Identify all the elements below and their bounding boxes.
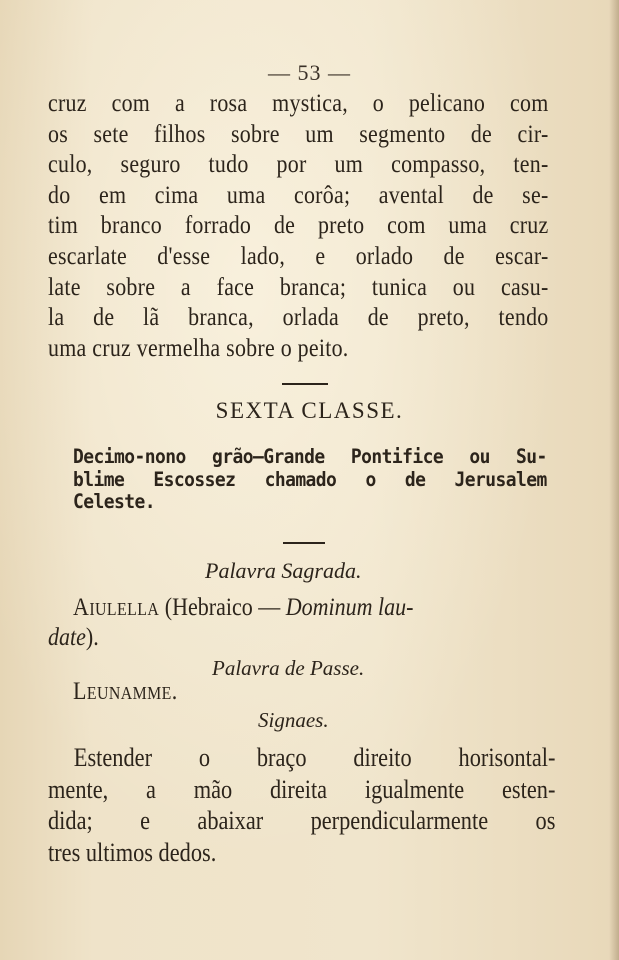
paragraph-regalia bbox=[48, 88, 549, 363]
gloss-latin-cont: date bbox=[48, 624, 86, 651]
text-line: Estender o braço direito horisontal- bbox=[73, 743, 556, 772]
divider-rule bbox=[283, 542, 325, 544]
text-line: blime Escossez chamado o de Jerusalem bbox=[73, 467, 547, 491]
page-edge-shadow bbox=[609, 0, 619, 960]
section-heading: SEXTA CLASSE. bbox=[215, 398, 404, 423]
text-line: tim branco forrado de preto com uma cruz bbox=[48, 210, 549, 240]
text-line: culo, seguro tudo por um compasso, ten- bbox=[48, 149, 549, 179]
text-line: do em cima uma corôa; avental de se- bbox=[48, 179, 549, 209]
text-line: cruz com a rosa mystica, o pelicano com bbox=[48, 88, 549, 117]
text-line: uma cruz vermelha sobre o peito. bbox=[48, 332, 349, 362]
text-line: tres ultimos dedos. bbox=[48, 837, 217, 867]
pass-word: Leunamme. bbox=[73, 678, 178, 705]
text-line: Celeste. bbox=[73, 490, 155, 513]
pass-word-heading: Palavra de Passe. bbox=[212, 656, 365, 680]
text-line: mente, a mão direita igualmente esten- bbox=[48, 774, 556, 804]
paragraph-signs bbox=[48, 742, 555, 868]
text-line: os sete filhos sobre um segmento de cir- bbox=[48, 118, 549, 148]
text-line: escarlate d'esse lado, e orlado de escar- bbox=[48, 240, 549, 270]
sacred-word-entry bbox=[73, 594, 566, 622]
sacred-word: Aiulella bbox=[73, 594, 160, 621]
gloss-suffix: ). bbox=[85, 624, 99, 651]
gloss-latin: Dominum lau- bbox=[285, 594, 414, 621]
sacred-word-entry-cont bbox=[48, 624, 99, 652]
sacred-word-heading: Palavra Sagrada. bbox=[205, 558, 362, 583]
divider-rule bbox=[282, 383, 328, 385]
text-line: dida; e abaixar perpendicularmente os bbox=[48, 806, 556, 835]
text-line: la de lã branca, orlada de preto, tendo bbox=[48, 302, 549, 332]
text-line: late sobre a face branca; tunica ou casu- bbox=[48, 271, 549, 301]
signs-heading: Signaes. bbox=[258, 708, 329, 732]
text-line: Decimo-nono grão—Grande Pontifice ou Su- bbox=[73, 445, 547, 468]
gloss-prefix: (Hebraico — bbox=[159, 594, 286, 621]
degree-title bbox=[73, 446, 547, 514]
page-number: — 53 — bbox=[268, 60, 351, 85]
